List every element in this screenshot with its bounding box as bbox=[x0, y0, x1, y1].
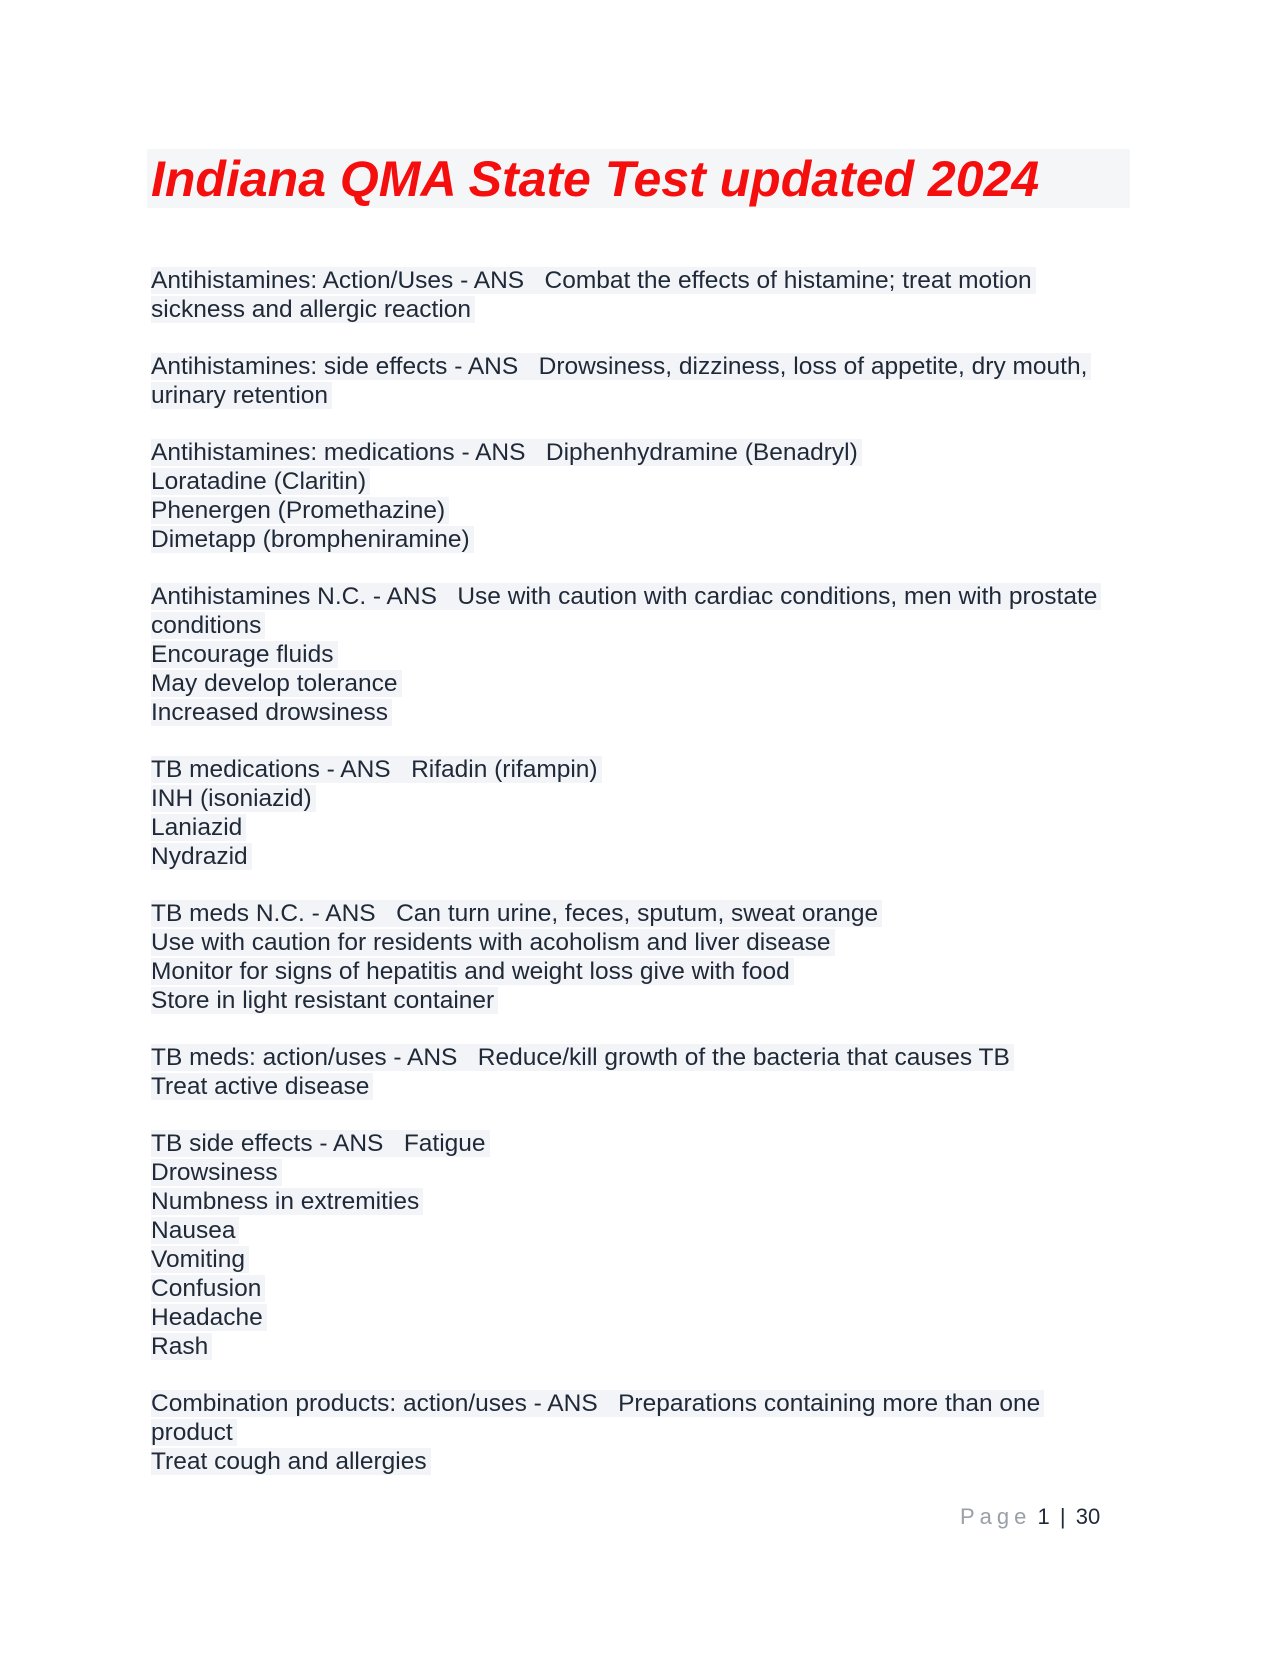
qa-line-highlight bbox=[151, 439, 862, 466]
page-label: Page bbox=[960, 1504, 1032, 1529]
page-footer bbox=[960, 1503, 1100, 1531]
qa-continuation-text: Phenergen (Promethazine) bbox=[151, 497, 449, 524]
qa-continuation-line bbox=[151, 467, 1131, 496]
qa-continuation-text: Drowsiness bbox=[151, 1159, 282, 1186]
qa-continuation-line bbox=[151, 295, 1131, 324]
page-total: 30 bbox=[1075, 1504, 1101, 1529]
qa-line-highlight bbox=[151, 1390, 1044, 1417]
qa-continuation-text: INH (isoniazid) bbox=[151, 785, 316, 812]
qa-continuation-line bbox=[151, 1158, 1131, 1187]
qa-continuation-text: Encourage fluids bbox=[151, 641, 338, 668]
qa-answer: Rifadin (rifampin) bbox=[411, 756, 598, 783]
page-number: 1 bbox=[1037, 1504, 1050, 1529]
qa-entry bbox=[151, 1389, 1131, 1476]
qa-term: TB meds: action/uses - ANS bbox=[151, 1044, 458, 1071]
qa-line-highlight bbox=[151, 267, 1036, 294]
qa-first-line bbox=[151, 899, 1131, 928]
qa-first-line bbox=[151, 582, 1131, 611]
qa-continuation-text: product bbox=[151, 1419, 237, 1446]
qa-continuation-line bbox=[151, 1303, 1131, 1332]
qa-continuation-text: Increased drowsiness bbox=[151, 699, 392, 726]
qa-continuation-line bbox=[151, 525, 1131, 554]
qa-continuation-line bbox=[151, 1418, 1131, 1447]
qa-line-highlight bbox=[151, 756, 602, 783]
qa-continuation-line bbox=[151, 1245, 1131, 1274]
qa-answer: Reduce/kill growth of the bacteria that causes TB bbox=[477, 1044, 1010, 1071]
qa-answer: Drowsiness, dizziness, loss of appetite, dry mouth, bbox=[538, 353, 1088, 380]
qa-entry bbox=[151, 1129, 1131, 1361]
qa-answer: Diphenhydramine (Benadryl) bbox=[545, 439, 858, 466]
qa-continuation-line bbox=[151, 986, 1131, 1015]
qa-line-highlight bbox=[151, 900, 882, 927]
qa-first-line bbox=[151, 266, 1131, 295]
qa-term: TB side effects - ANS bbox=[151, 1130, 384, 1157]
page-separator: | bbox=[1059, 1504, 1066, 1529]
qa-continuation-line bbox=[151, 496, 1131, 525]
qa-continuation-text: Treat cough and allergies bbox=[151, 1448, 431, 1475]
qa-first-line bbox=[151, 1043, 1131, 1072]
qa-entry bbox=[151, 582, 1131, 727]
qa-continuation-line bbox=[151, 1072, 1131, 1101]
qa-line-highlight bbox=[151, 1044, 1014, 1071]
qa-term: Antihistamines: Action/Uses - ANS bbox=[151, 267, 525, 294]
qa-entry bbox=[151, 899, 1131, 1015]
qa-continuation-line bbox=[151, 381, 1131, 410]
qa-term: Antihistamines: medications - ANS bbox=[151, 439, 526, 466]
qa-term: Antihistamines: side effects - ANS bbox=[151, 353, 519, 380]
qa-entry bbox=[151, 1043, 1131, 1101]
qa-continuation-text: Store in light resistant container bbox=[151, 987, 498, 1014]
qa-first-line bbox=[151, 1129, 1131, 1158]
qa-first-line bbox=[151, 1389, 1131, 1418]
qa-continuation-text: Laniazid bbox=[151, 814, 246, 841]
qa-term: TB medications - ANS bbox=[151, 756, 391, 783]
qa-continuation-line bbox=[151, 1216, 1131, 1245]
qa-answer: Can turn urine, feces, sputum, sweat orange bbox=[396, 900, 879, 927]
qa-line-highlight bbox=[151, 353, 1091, 380]
qa-continuation-text: Nydrazid bbox=[151, 843, 252, 870]
document-title: Indiana QMA State Test updated 2024 bbox=[151, 151, 1040, 207]
qa-continuation-line bbox=[151, 611, 1131, 640]
qa-continuation-line bbox=[151, 813, 1131, 842]
qa-continuation-line bbox=[151, 669, 1131, 698]
qa-continuation-line bbox=[151, 698, 1131, 727]
qa-first-line bbox=[151, 755, 1131, 784]
qa-entry bbox=[151, 266, 1131, 324]
qa-first-line bbox=[151, 352, 1131, 381]
qa-continuation-line bbox=[151, 928, 1131, 957]
qa-term: Antihistamines N.C. - ANS bbox=[151, 583, 437, 610]
qa-line-highlight bbox=[151, 1130, 490, 1157]
qa-continuation-text: Monitor for signs of hepatitis and weight loss give with food bbox=[151, 958, 794, 985]
qa-continuation-text: Confusion bbox=[151, 1275, 265, 1302]
qa-continuation-text: Headache bbox=[151, 1304, 267, 1331]
qa-entry bbox=[151, 438, 1131, 554]
qa-continuation-text: Treat active disease bbox=[151, 1073, 373, 1100]
qa-continuation-line bbox=[151, 784, 1131, 813]
qa-continuation-line bbox=[151, 640, 1131, 669]
qa-continuation-line bbox=[151, 1332, 1131, 1361]
qa-term: Combination products: action/uses - ANS bbox=[151, 1390, 598, 1417]
qa-continuation-text: Vomiting bbox=[151, 1246, 249, 1273]
qa-continuation-line bbox=[151, 957, 1131, 986]
qa-continuation-text: Numbness in extremities bbox=[151, 1188, 423, 1215]
qa-answer: Preparations containing more than one bbox=[618, 1390, 1041, 1417]
qa-entry bbox=[151, 755, 1131, 871]
qa-continuation-text: sickness and allergic reaction bbox=[151, 296, 475, 323]
qa-continuation-text: urinary retention bbox=[151, 382, 332, 409]
qa-answer: Combat the effects of histamine; treat motion bbox=[544, 267, 1032, 294]
qa-answer: Use with caution with cardiac conditions, men with prostate bbox=[457, 583, 1098, 610]
qa-continuation-text: Loratadine (Claritin) bbox=[151, 468, 370, 495]
qa-continuation-line bbox=[151, 842, 1131, 871]
qa-continuation-text: Rash bbox=[151, 1333, 212, 1360]
qa-list bbox=[151, 266, 1131, 1504]
qa-continuation-text: Dimetapp (brompheniramine) bbox=[151, 526, 474, 553]
qa-answer: Fatigue bbox=[403, 1130, 486, 1157]
qa-continuation-text: conditions bbox=[151, 612, 265, 639]
qa-first-line bbox=[151, 438, 1131, 467]
qa-term: TB meds N.C. - ANS bbox=[151, 900, 376, 927]
qa-continuation-text: May develop tolerance bbox=[151, 670, 402, 697]
qa-line-highlight bbox=[151, 583, 1101, 610]
qa-continuation-line bbox=[151, 1447, 1131, 1476]
qa-continuation-line bbox=[151, 1187, 1131, 1216]
qa-continuation-text: Nausea bbox=[151, 1217, 239, 1244]
qa-continuation-text: Use with caution for residents with acoholism and liver disease bbox=[151, 929, 835, 956]
qa-continuation-line bbox=[151, 1274, 1131, 1303]
qa-entry bbox=[151, 352, 1131, 410]
